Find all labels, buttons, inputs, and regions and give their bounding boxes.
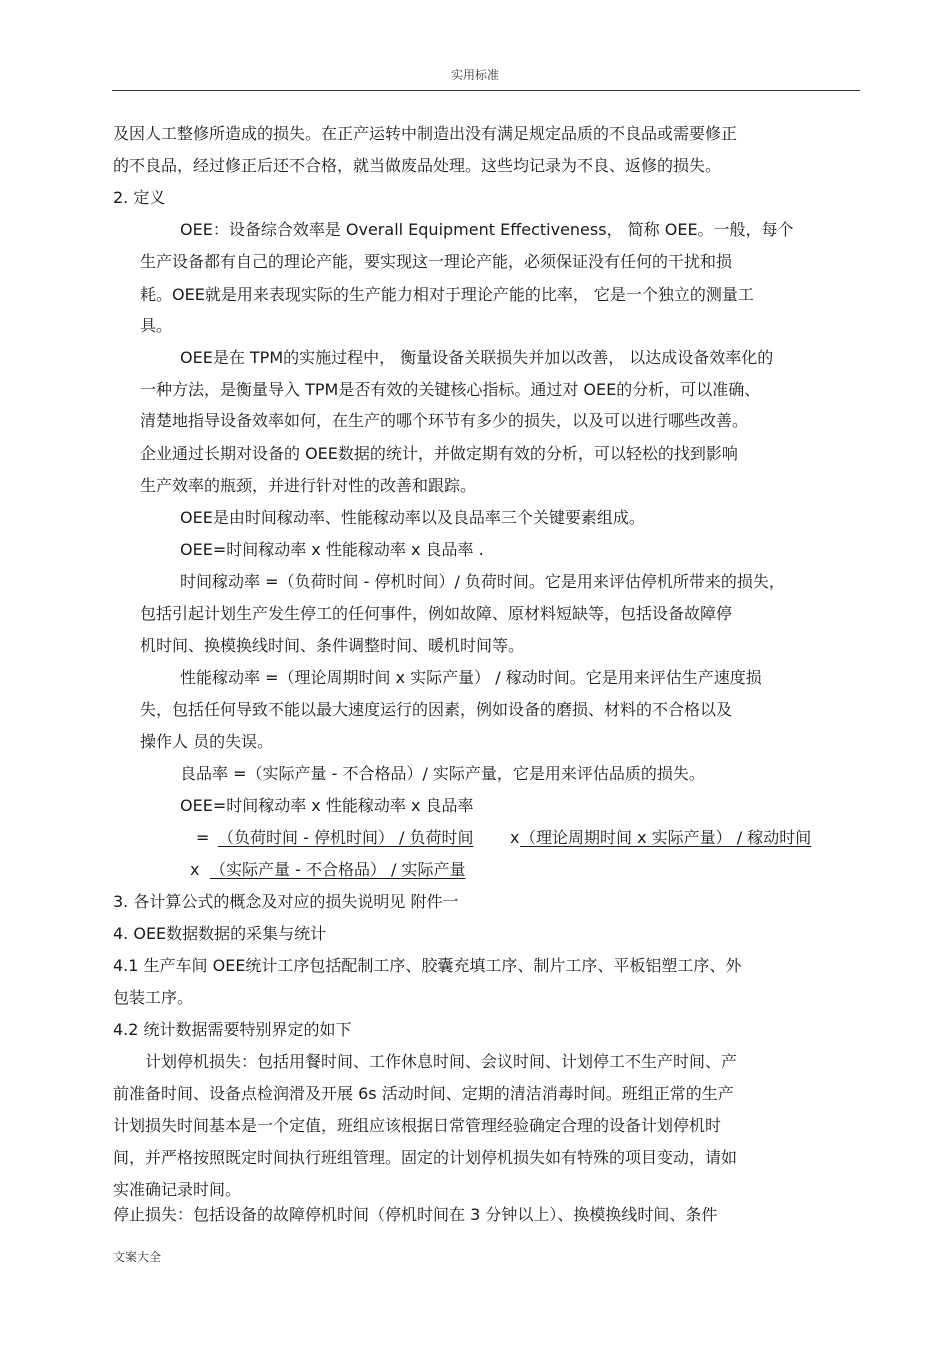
formula-equals: =	[196, 828, 210, 847]
section-3-heading: 3. 各计算公式的概念及对应的损失说明见 附件一	[113, 892, 459, 911]
section-4-1-line-1: 4.1 生产车间 OEE统计工序包括配制工序、胶囊充填工序、制片工序、平板铝塑工序、外	[113, 956, 742, 975]
section-4-heading: 4. OEE数据数据的采集与统计	[113, 924, 327, 943]
time-rate-line-3: 机时间、换模换线时间、条件调整时间、暖机时间等。	[140, 636, 525, 655]
planned-stop-line-2: 前准备时间、设备点检润滑及开展 6s 活动时间、定期的清洁消毒时间。班组正常的生产	[113, 1084, 734, 1103]
stop-loss-line: 停止损失：包括设备的故障停机时间（停机时间在 3 分钟以上）、换模换线时间、条件	[113, 1205, 718, 1224]
formula-time-rate: （负荷时间 - 停机时间） / 负荷时间	[218, 828, 474, 847]
planned-stop-line-5: 实准确记录时间。	[113, 1180, 242, 1199]
time-rate-line-2: 包括引起计划生产发生停工的任何事件，例如故障、原材料短缺等，包括设备故障停	[140, 604, 733, 623]
quality-rate: 良品率 =（实际产量 - 不合格品）/ 实际产量，它是用来评估品质的损失。	[180, 764, 705, 783]
definition-para2-line-5: 生产效率的瓶颈，并进行针对性的改善和跟踪。	[140, 476, 477, 495]
definition-para1-line-3: 耗。OEE就是用来表现实际的生产能力相对于理论产能的比率， 它是一个独立的测量工	[140, 285, 754, 304]
definition-para1-line-2: 生产设备都有自己的理论产能，要实现这一理论产能，必须保证没有任何的干扰和损	[140, 252, 733, 271]
definition-para2-line-4: 企业通过长期对设备的 OEE数据的统计，并做定期有效的分析，可以轻松的找到影响	[140, 444, 738, 463]
formula-times-1: x	[510, 828, 520, 847]
performance-rate-line-1: 性能稼动率 =（理论周期时间 x 实际产量） / 稼动时间。它是用来评估生产速度损	[180, 668, 762, 687]
intro-line-2: 的不良品，经过修正后还不合格，就当做废品处理。这些均记录为不良、返修的损失。	[113, 156, 722, 175]
oee-formula-repeat: OEE=时间稼动率 x 性能稼动率 x 良品率	[180, 796, 474, 815]
definition-para2-line-3: 清楚地指导设备效率如何，在生产的哪个环节有多少的损失，以及可以进行哪些改善。	[140, 411, 749, 430]
definition-para2-line-2: 一种方法，是衡量导入 TPM是否有效的关键核心指标。通过对 OEE的分析，可以准确、	[140, 380, 761, 399]
definition-para2-line-1: OEE是在 TPM的实施过程中， 衡量设备关联损失并加以改善， 以达成设备效率化的	[180, 348, 774, 367]
formula-times-2: x	[190, 860, 200, 879]
time-rate-line-1: 时间稼动率 =（负荷时间 - 停机时间）/ 负荷时间。它是用来评估停机所带来的损失，	[180, 572, 785, 591]
definition-para1-line-4: 具。	[140, 316, 173, 335]
section-2-heading: 2. 定义	[113, 188, 166, 207]
formula-performance-rate: （理论周期时间 x 实际产量） / 稼动时间	[520, 828, 812, 847]
definition-para1-line-1: OEE：设备综合效率是 Overall Equipment Effectiveness， 简称 OEE。一般，每个	[180, 220, 794, 239]
planned-stop-line-3: 计划损失时间基本是一个定值，班组应该根据日常管理经验确定合理的设备计划停机时	[113, 1116, 722, 1135]
section-4-1-line-2: 包装工序。	[113, 988, 194, 1007]
performance-rate-line-3: 操作人 员的失误。	[140, 732, 274, 751]
planned-stop-line-4: 间，并严格按照既定时间执行班组管理。固定的计划停机损失如有特殊的项目变动，请如	[113, 1148, 738, 1167]
oee-formula: OEE=时间稼动率 x 性能稼动率 x 良品率 .	[180, 540, 484, 559]
oee-composition: OEE是由时间稼动率、性能稼动率以及良品率三个关键要素组成。	[180, 508, 645, 527]
page-header: 实用标准	[450, 68, 499, 82]
intro-line-1: 及因人工整修所造成的损失。在正产运转中制造出没有满足规定品质的不良品或需要修正	[113, 124, 738, 143]
formula-quality-rate: （实际产量 - 不合格品） / 实际产量	[210, 860, 466, 879]
performance-rate-line-2: 失，包括任何导致不能以最大速度运行的因素，例如设备的磨损、材料的不合格以及	[140, 700, 733, 719]
planned-stop-line-1: 计划停机损失：包括用餐时间、工作休息时间、会议时间、计划停工不生产时间、产	[145, 1052, 738, 1071]
header-rule	[112, 90, 860, 91]
section-4-2-heading: 4.2 统计数据需要特别界定的如下	[113, 1020, 352, 1039]
page-footer: 文案大全	[113, 1250, 162, 1264]
